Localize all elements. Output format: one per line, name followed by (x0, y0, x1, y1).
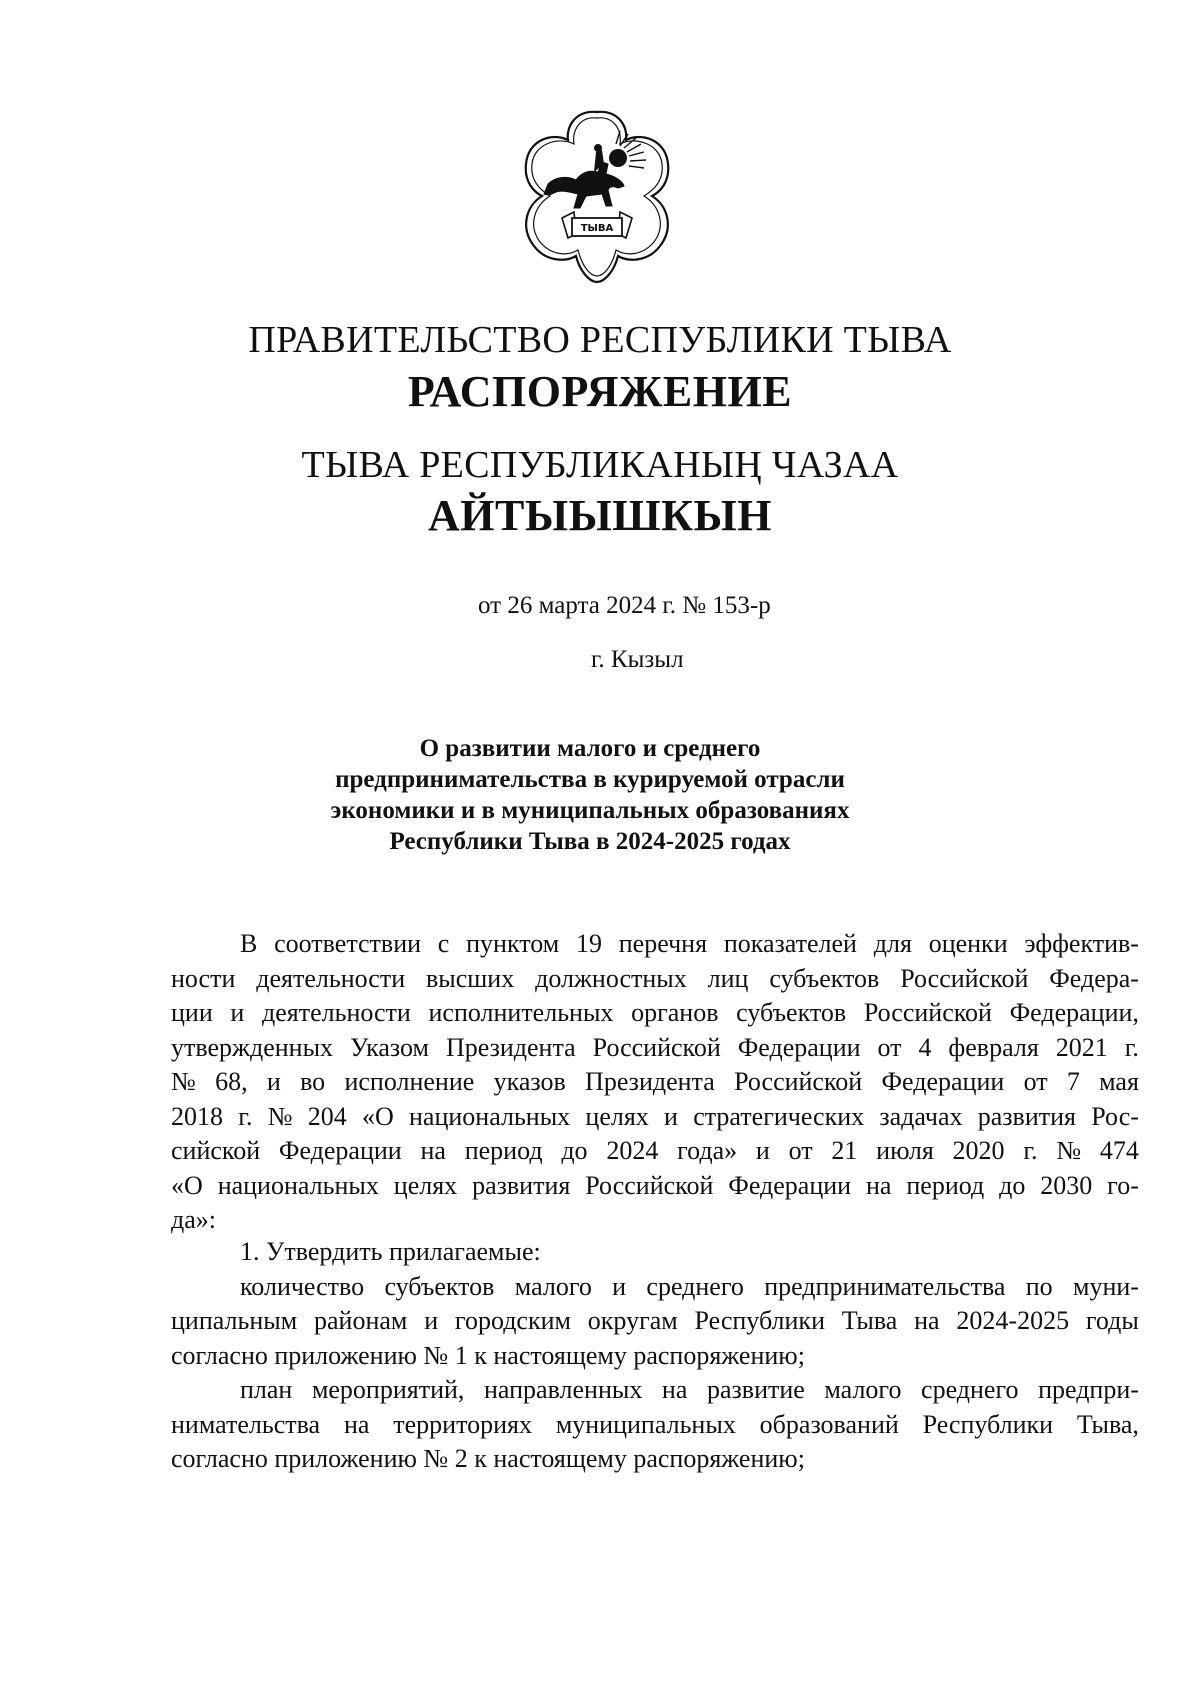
point-1-item-2-line: согласно приложению № 2 к настоящему распоряжению; (171, 1444, 805, 1473)
point-1-item-2-line: нимательства на территориях муниципальных образований Республики Тыва, (171, 1409, 1139, 1439)
preamble-line: 2018 г. № 204 «О национальных целях и стратегических задачах развития Рос- (171, 1101, 1139, 1131)
preamble-line: ции и деятельности исполнительных органов субъектов Российской Федерации, (171, 998, 1139, 1027)
point-1-intro: 1. Утвердить прилагаемые: (240, 1237, 541, 1266)
document-date-number: от 26 марта 2024 г. № 153-р (478, 592, 771, 619)
point-1-item-1-line: согласно приложению № 1 к настоящему распоряжению; (171, 1340, 805, 1370)
preamble-line: В соответствии с пунктом 19 перечня показателей для оценки эффектив- (240, 929, 1139, 958)
preamble-line: «О национальных целях развития Российской Федерации на период до 2030 го- (171, 1170, 1139, 1200)
preamble-line: утвержденных Указом Президента Российской Федерации от 4 февраля 2021 г. (171, 1032, 1139, 1062)
tuva-emblem-icon (510, 106, 684, 286)
point-1 (171, 1235, 1139, 1477)
government-title-tyv: ТЫВА РЕСПУБЛИКАНЫҢ ЧАЗАА (301, 444, 899, 486)
point-1-item-1-line: количество субъектов малого и среднего предпринимательства по муни- (240, 1271, 1139, 1301)
preamble-line: № 68, и во исполнение указов Президента Российской Федерации от 7 мая (171, 1067, 1139, 1096)
point-1-item-2-line: план мероприятий, направленных на развитие малого среднего предпри- (240, 1375, 1139, 1404)
document-city: г. Кызыл (591, 646, 684, 673)
document-type-ru: РАСПОРЯЖЕНИЕ (407, 367, 793, 416)
title-line: экономики и в муниципальных образованиях (330, 797, 850, 824)
preamble-line: ности деятельности высших должностных лиц субъектов Российской Федера- (171, 963, 1139, 993)
preamble-line: сийской Федерации на период до 2024 года» и от 21 июля 2020 г. № 474 (171, 1136, 1139, 1165)
document-type-tyv: АЙТЫЫШКЫН (428, 491, 772, 540)
preamble-line: да»: (171, 1205, 216, 1234)
title-line: О развитии малого и среднего (419, 735, 761, 762)
point-1-item-1-line: ципальным районам и городским округам Республики Тыва на 2024-2025 годы (171, 1306, 1139, 1335)
government-title-ru: ПРАВИТЕЛЬСТВО РЕСПУБЛИКИ ТЫВА (248, 319, 952, 361)
svg-text:ТЫВА: ТЫВА (580, 223, 614, 234)
document-title (300, 733, 880, 857)
title-line: Республики Тыва в 2024-2025 годах (389, 828, 791, 855)
preamble-paragraph (171, 927, 1139, 1238)
title-line: предпринимательства в курируемой отрасли (335, 766, 845, 793)
